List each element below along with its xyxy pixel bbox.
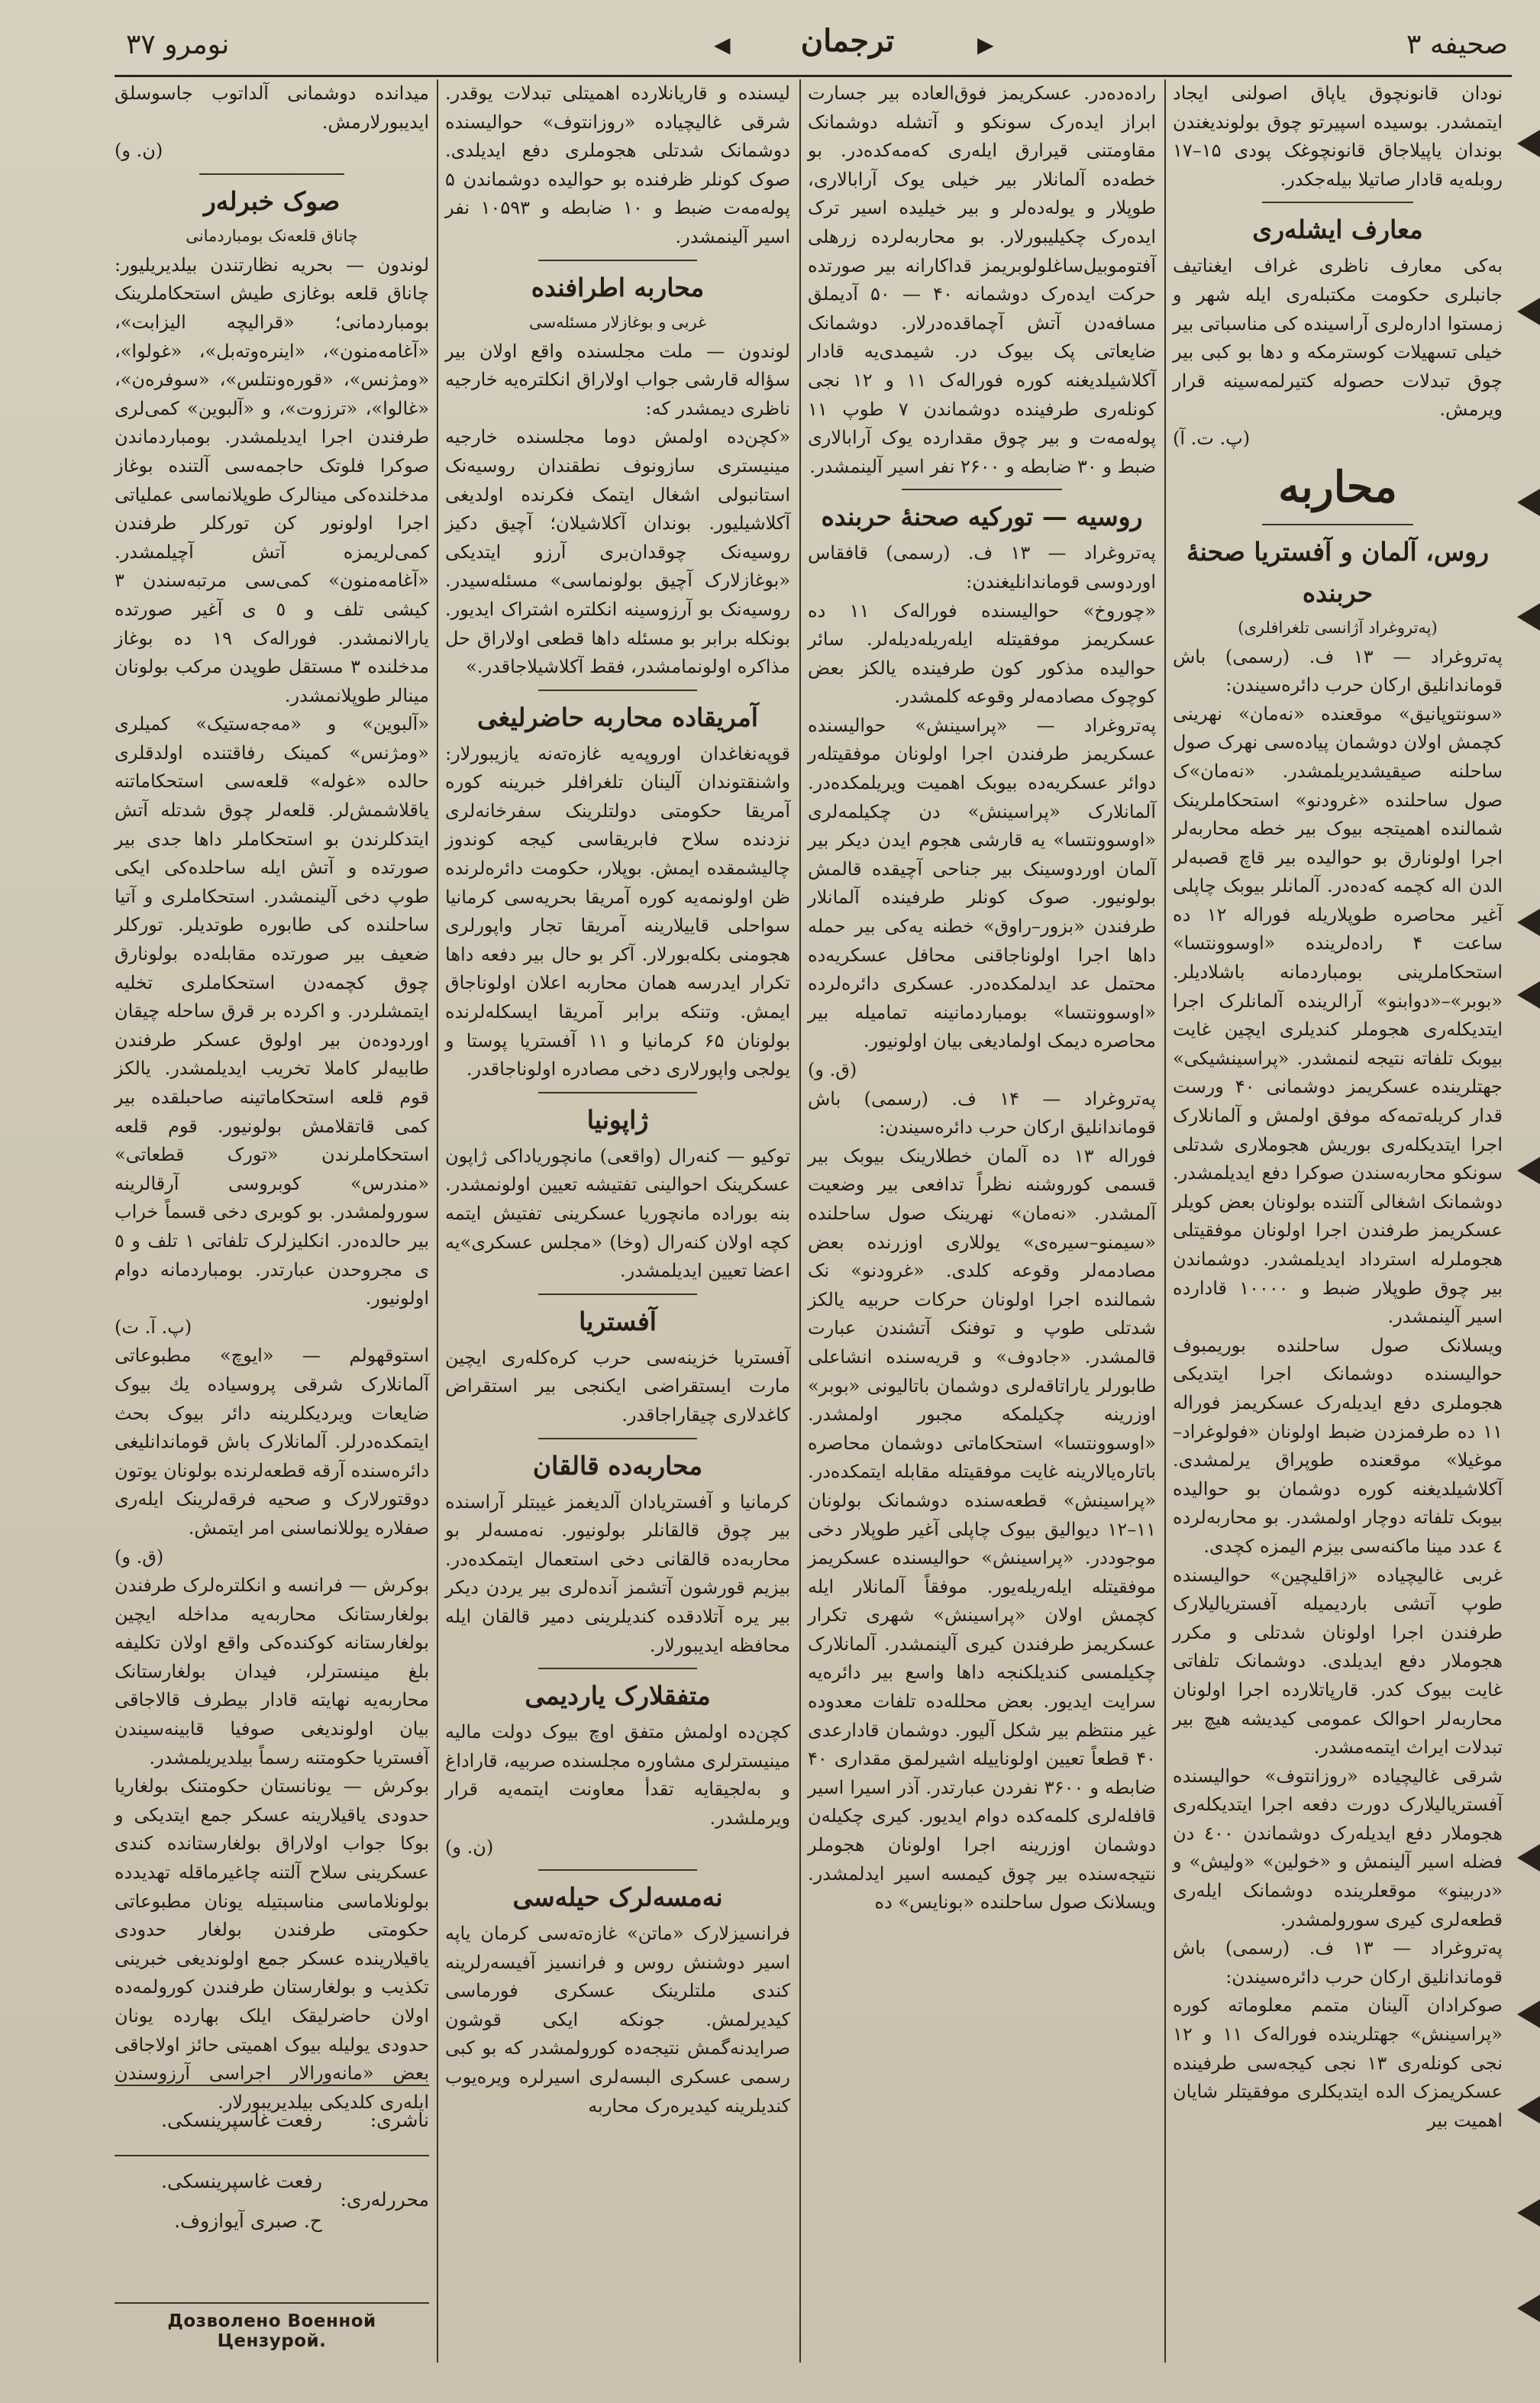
source-signature: (ن. و) <box>115 140 163 162</box>
binder-tab-icon <box>1517 981 1540 1009</box>
paragraph: پەتروغراد — ۱۳ ف. (رسمی) قافقاس اوردوسی قوماندانلیغندن: <box>808 542 1156 593</box>
paragraph: شرقی غالیچیاده «روزانتوف» حوالیسنده آفستریالیلارک دورت دفعه اجرا ایتدیکلەری هجوملار دفع ایدیلەرک دوشماندن ٤٠٠ دن فضله اسیر آلینمش و «خولین» «ولیش» و «دربینو» موقعلرینده دوشمانک ایلەری قطعەلری کیری سورولمشدر. <box>1173 1765 1503 1930</box>
article-subheadline: (پەتروغراد آژانسی تلغرافلری) <box>1238 618 1438 637</box>
paragraph: لیسنده و قاریانلارده اهمیتلی تبدلات یوقدر. شرقی غالیچیاده «روزانتوف» حوالیسنده دوشمانک شدتلی هجوملری دفع ایدیلدی. صوک کونلر ظرفنده بو حوالیده دوشماندن ۵ پولەمەت ضبط و ۱۰ ضابطه و ۱۰۵۹۳ نفر اسیر آلینمشدر. <box>445 82 790 247</box>
binder-tab-icon <box>1517 2096 1540 2124</box>
paragraph: «سونتوپانیق» موقعنده «نەمان» نهرینی کچمش اولان دوشمان پیاده‌سی نهرک صول ساحلنه صیقیشدیریلمشدر. «نەمان»ک صول ساحلنده «غرودنو» استحکاملرینک شمالنده اهمیتجه بیوک بیر خطه محاربه‌لر اجرا اولونارق بو حوالیده بیر قاچ قصبه‌لر الدن اله کچمه کەدەدر. آلمانلر بیوبک چاپلی آغیر محاصره طوپلاریله فوراله ۱۲ ده ساعت ۴ رادەلرینده «اوسوونتسا» استحکاملرینی بومباردمانه باشلادیلر. «بوبر»–«دوابنو» آرالرینده آلمانلرک اجرا ایتدیکلەری هجوملر کندیلری ایچین غایت بیوبک تلفاته نتیجه لنمشدر. «پراسینشیکی» جهتلرینده عسکریمز دوشمانی ۴۰ ورست قدار کریلەتمه‌که موفق اولمش و آلمانلارک اجرا ایتدیکلەری بوریش هجوملاری شدتلی سونکو محاربه‌سندن صوکرا دفع ایدیلمشدر. دوشمانک اشغالی آلتنده بولونان بعض کویلر عسکریمز طرفندن اجرا اولونان موفقیتلی هجوملرله استرداد ایدیلمشدر. دوشماندن بیر چوق طوپلار ضبط و ۱۰۰۰۰ قادارده اسیر آلینمشدر. <box>1173 702 1503 1328</box>
publisher-row <box>115 2101 429 2141</box>
arrow-right-icon: ▶ <box>977 32 994 57</box>
publisher-name: رفعت غاسپرینسکی. <box>161 2109 322 2131</box>
editor-1-name: رفعت غاسپرینسکی. <box>161 2170 322 2192</box>
source-signature: (ق. و) <box>115 1545 164 1568</box>
paragraph: آفستریا خزینه‌سی حرب کره‌کلەری ایچین مارت ایستقراضی ایکنجی بیر استقراض کاغدلاری چیقاراجاقدر. <box>445 1346 790 1426</box>
binder-tab-icon <box>1517 603 1540 631</box>
paragraph: لوندون — بحریه نظارتندن بیلدیریلیور: چاناق قلعه بوغازی طیش استحکاملرینک بومباردمانی؛ «قرالیچه الیزابت»، «آغامەمنون»، «اینرەوتەبل»، «غولوا»، «ومژنس»، «قوره‌ونتلس»، «سوفرەن»، «غالوا»، «ترزوت»، و «آلبوین» کمی‌لری طرفندن اجرا ایدیلمشدر. بومباردماندن صوکرا فلوتک حاجمه‌سی آلتنده بوغاز مدخلنده‌کی مینالرک طوپلانماسی عملیاتی اجرا اولونور کن تورکلر طرفندن کمی‌لریمزه آتش آچیلمشدر. «آغامەمنون» کمی‌سی مرتبه‌سندن ۳ کیشی تلف و ٥ ی آغیر صورتده یارالانمشدر. فوراله‌ک ۱۹ ده بوغاز مدخلنده ۳ مستقل طوپدن مرکب بولونان مینالر طوپلانمشدر. <box>115 254 430 706</box>
editor-row-2 <box>115 2202 429 2242</box>
binder-tab-icon <box>1517 2295 1540 2322</box>
censor-approval: Дозволено Военной Цензурой. <box>115 2302 429 2351</box>
article-separator <box>902 489 1062 490</box>
binder-tab-icon <box>1517 298 1540 325</box>
paragraph: ویسلانک صول ساحلنده بوریمبوف حوالیسنده دوشمانک اجرا ایتدیکی هجوملری دفع ایدیلەرک عسکریمز فوراله ۱۱ ده طرفمزدن ضبط اولونان «فولوغراد–موغیلا» موقعنده طوپراق یرلمشدی. آکلاشیلدیغنه کوره دوشمان بو حوالیده بیوبک تلفاته دوچار اولمشدر. بو محاربه‌لرده ٤ عدد مینا ماکنەسی بیزم الیمزه کچدی. <box>1173 1334 1503 1557</box>
article-subheadline: چاناق قلعه‌نک بومباردمانی <box>186 226 358 245</box>
editor-2-name: ح. صبری آیوازوف. <box>174 2210 322 2232</box>
paragraph: غربی غالیچیاده «زاقلیچین» حوالیسنده طوپ آتشی باردیمیله آفستریالیلارک طرفندن اجرا اولونان شدتلی و مکرر هجوملار دفع ایدیلدی. دوشمانک تلفاتی غایت بیوک کدر. قارپاتلارده اجرا اولونان محاربه‌لر احوالک عمومی کیدیشه هیچ بیر تبدلات ایراث ایتمه‌مشدر. <box>1173 1564 1503 1759</box>
column-4 <box>115 79 430 2113</box>
paragraph: رادەدەدر. عسکریمز فوق‌العاده بیر جسارت ابراز ایدەرک سونکو و آتشله دوشمانک مقاومتنی قیرارق ایلەری کەمەکدەدر. بو خطه‌ده آلمانلار بیر خیلی یوک آرابالاری، طوپلار و یوله‌ده‌لر و بیر خیلیده اسیر ترک ایده‌رک چکیلیبورلار. بو محاربه‌لرده زرهلی آفتوموبیل‌ساغلولوبریمز قداکارانه بیر صورتده حرکت ایده‌رک دوشمانه ۴۰ — ۵۰ آدیملق مسافەدن آتش آچماقدەدرلار. دوشمانک ضایعاتی پک بیوک در. شیمدی‌یه قادار آکلاشیلدیغنه کوره فوراله‌ک ۱۱ و ۱۲ نجی کونلەری طرفینده دوشماندن ۷ طوپ ۱۱ پولەمەت و بیر چوق مقدارده یوک آرابالاری ضبط و ۳۰ ضابطه و ۲۶۰۰ نفر اسیر آلینمشدر. <box>808 82 1157 477</box>
paragraph: «چوروخ» حوالیسنده فوراله‌ک ۱۱ ده عسکریمز موفقیتله ایلەریله‌دیله‌لر. سائر حوالیده مذکور کون طرفینده یالکز بعض کوچوک مصادمه‌لر وقوعه کلمشدر. <box>808 599 1157 708</box>
article-headline: متفقلارک یاردیمی <box>525 1681 711 1711</box>
issue-number: نومرو ۳۷ <box>126 29 230 60</box>
binder-tab-icon <box>1517 1157 1540 1184</box>
article-separator <box>1262 524 1414 525</box>
paragraph: کرمانیا و آفستریادان آلدیغمز غیبتلر آراسنده بیر چوق قالقانلر بولونیور. نه‌مسه‌لر بو محاربه‌ده قالقانی دخی استعمال ایتمکده‌در. بیزیم قورشون آتشمز آنده‌لری بیر یردن دیکر بیر یره آتلادقده کندیلرینی دمیر قالقان ایله محافظه ایدیبورلار. <box>445 1491 790 1656</box>
paragraph: لوندون — ملت مجلسنده واقع اولان بیر سؤاله قارشی جواب اولاراق انکلتره‌یه خارجیه ناظری دیمشدر که: <box>445 340 790 419</box>
column-1 <box>1173 79 1503 2355</box>
column-rule <box>1164 79 1166 2363</box>
paragraph: «کچن‌ده اولمش دوما مجلسنده خارجیه مینیستری سازونوف نطقندان روسیه‌نک استانبولی اشغال ایتمک فکرنده اولدیغی آکلاشیلیور. بوندان آکلاشیلان؛ آچیق دکیز روسیه‌نک چوقدان‌بری آرزو ایتدیکی «بوغازلارک آچیق بولونماسی» مسئله‌سیدر. روسیه‌نک بو آرزوسینه انکلتره اشتراک ایدیور. بونکله برابر بو مسئله داها قطعی اولاراق حل مذاکره اولونمامشدر، فقط آکلاشیلاجاقدر.» <box>445 426 790 678</box>
article-separator <box>538 1869 697 1871</box>
article-headline: محاربه‌ده قالقان <box>532 1450 703 1481</box>
column-rule <box>437 79 438 2363</box>
article-headline: صوک خبرلەر <box>203 186 341 216</box>
article-headline: ژاپونیا <box>586 1104 649 1135</box>
masthead <box>111 23 1508 73</box>
paragraph: نودان قانونچوق یاپاق اصولنی ایجاد ایتمشدر. بوسیده اسپیرتو چوق بولوندیغندن بوندان یاپیلاجاق قانونچوغک پودی ۱۵–۱۷ روبله‌یه قادار صاتیلا بیله‌جکدر. <box>1173 82 1503 190</box>
publisher-label: ناشری: <box>370 2109 429 2131</box>
source-signature: (پ. آ. ت) <box>115 1316 192 1338</box>
article-headline: آفستریا <box>579 1306 657 1336</box>
article-separator <box>199 173 344 175</box>
column-rule <box>799 79 801 2363</box>
editors-divider <box>115 2155 429 2156</box>
page-number: صحیفه ۳ <box>1406 29 1508 60</box>
source-signature: (پ. ت. آ) <box>1173 427 1251 449</box>
binder-tab-icon <box>1517 2199 1540 2227</box>
paragraph: «آلبوین» و «مەجەستیک» کمیلری «ومژنس» کمینک رفاقتنده اولدقلری حالده «غوله» قلعه‌سی استحکاماتنه یاقلاشمش‌لر. قلعه‌لر چوق شدتله آتش ایتدکلرندن بو استحکاملر داها جدی بیر صورتده و آتش ایله ساحلده‌کی ایکی طوپ دخی آلینمشدر. استحکاملری و آتیا ساحلنده کی طابوره طوتدیلر. تورکلر ضعیف بیر صورتده مقابله‌ده بولونارق چوق کچمه‌دن استحکاملری تخلیه ایتمشلردر. و اکرده بر قرق ساحله چیقان اوردوده‌ن بیر اولوق عسکر طرفندن طابیه‌لر کاملا تخریب ایدیلمشدر. یالکز قوم قلعه استحکاماتینه صاحبلقده بیر کمی قاتقلامش بولونیور. قوم قلعه استحکاملرندن «تورک قطعاتی» «مندرس» کوبروسی آرقالرینه سورولمشدر. بو کوبری دخی قسماً خراب بیر حالده‌در. انکلیزلرک تلفاتی ۱ تلف و ٥ ی مجروحدن عبارتدر. بومباردمانه دوام اولونیور. <box>115 713 429 1310</box>
editors-box <box>115 2085 429 2277</box>
section-heading: محاربه <box>1278 461 1397 512</box>
column-2 <box>808 79 1156 2355</box>
article-headline: نەمسه‌لرک حیله‌سی <box>512 1882 723 1913</box>
binder-tab-icon <box>1517 2001 1540 2028</box>
newspaper-title: ترجمان <box>800 23 895 59</box>
article-separator <box>538 690 697 691</box>
article-separator <box>538 1438 697 1439</box>
article-headline: روس، آلمان و آفستریا صحنهٔ حربنده <box>1186 536 1490 608</box>
paragraph: کچن‌ده اولمش متفق اوچ بیوک دولت مالیه مینیسترلری مشاوره مجلسنده صربیه، قاراداغ و بەلجیقایه تقدأ معاونت ایتمه‌یه قرار ویرملشدر. <box>445 1721 790 1829</box>
paragraph: پەتروغراد — ۱۳ ف. (رسمی) باش قوماندانلیق ارکان حرب دائره‌سیندن: <box>1173 1937 1503 1988</box>
paragraph: بوکرش — فرانسه و انکلتره‌لرک طرفندن بولغارستانک محاربه‌یه مداخله ایچین بولغارستانه کوکنده‌کی واقع اولان تکلیفه بلغ مینستر‌لر، فیدان بولغارستانک محاربه‌یه نهایته قادار بیطرف قالاجاقی بیان اولوندیغی صوفیا قابینه‌سیندن آفستریا حکومتنه رسماً بیلدیریلمشدر. <box>115 1575 429 1768</box>
paragraph: پەتروغراد — ۱۳ ف. (رسمی) باش قوماندانلیق ارکان حرب دائره‌سیندن: <box>1173 645 1503 696</box>
paragraph: بەکی معارف ناظری غراف ایغناتیف جانبلری حکومت مکتبلەری ایله شهر و زمستوا ادارەلری آراسینده کی مناسباتی بیر خیلی تسهیلات کوسترمکه و دها بو کبی بیر چوق تبدلات حصوله کتیرلمه‌سینه قرار ویرمش. <box>1173 255 1503 421</box>
binder-tab-icon <box>1517 130 1540 157</box>
article-separator <box>538 1294 697 1295</box>
paragraph: استوقهولم — «ایوچ» مطبوعاتی آلمانلارک شرقی پروسیاده یك بیوک ضایعات ویر‌دیکلرینه دائر بیوک بحث ایتمکده‌درلر. آلمانلارک باش قوماندانلیغی دائرەسنده آرقه قطعەلرنده بولونان یوتون دوقتورلارک و صحیه فرقه‌لرینک ایلەری صفلاره یوللانماسنی امر ایتمش. <box>115 1345 429 1539</box>
binder-tab-icon <box>1517 1844 1540 1872</box>
paragraph: توکیو — کنەرال (واقعی) مانچوریاداکی ژاپون عسکرینک احوالینی تفتیشه تعیین اولونمشدر. بنه بوراده مانچوریا عسکرینی تفتیش ایتمه کچه اولان کنەرال (وخا) «مجلس عسکری»یه اعضا تعیین ایدیلمشدر. <box>445 1145 790 1282</box>
paragraph: بوکرش — یونانستان حکومتنک بولغاریا حدودی یاقیلارینه عسکر جمع ایتدیکی و بوکا جواب اولاراق بولغارستانده کندی عسکرینی سلاح آلتنه چاغیرماقله تهدید‌دە بولونلاماسی مناسبتیله یونان مطبوعاتی حکومتی طرفندن بولغار حدودی یاقیلارینده عسکر جمع اولوندیغی خبرینی تکذیب و بولغارستان طرفندن کورولمه‌ده اولان حاضرلیقک ایلک بهارده یونان حدودی یولیله بیوک اهمیتی حائز اولاجاقی بعض «مانەورالار اجراسی آرزوسندن ایلەری کلدیکی بیلدیریبورلار. <box>115 1775 429 2113</box>
paragraph: پەتروغراد — «پراسینش» حوالیسنده عسکریمز طرفندن اجرا اولونان موفقیتلەر دوائر عسکریه‌ده بیوبک اهمیت ویریلمکده‌در. آلمانلارک «پراسینش» دن چکیلمه‌لری «اوسوونتسا» یه قارشی هجوم ایدن دیکر بیر آلمان اوردوسینک بیر جناحی آچیقده قالمش بولونیور. صوک کونلر طرفینده آلمانلار طرفندن «بزور–راوق» خطنه یه‌کی بیر حمله داها اجرا اولوناجاقنی محافل عسکریه‌ده محتمل عد ایدلمکده‌در. عسکری دائره‌لرده «اوسوونتسا» بومباردمانینه تمامیله بیر محاصره دیمک اولمادیغی بیان اولونیور. <box>808 714 1156 1052</box>
binder-tab-icon <box>1517 909 1540 936</box>
paragraph: صوکرادان آلینان متمم معلوماته کوره «پراسینش» جهتلرینده فوراله‌ک ۱۱ و ۱۲ نجی کونلەری ۱۳ نجی کیجه‌سی طرفینده عسکریمزک الده ایتدیکلری موفقیتلر شایان اهمیت بیر <box>1173 1994 1503 2131</box>
editor-row-1 <box>115 2162 429 2211</box>
article-separator <box>538 1092 697 1093</box>
article-separator <box>538 260 697 261</box>
arrow-left-icon: ◀ <box>714 32 731 57</box>
article-headline: روسیه — تورکیه صحنهٔ حربنده <box>821 502 1143 532</box>
paragraph: پەتروغراد — ۱۴ ف. (رسمی) باش قوماندانلیق ارکان حرب دائره‌سیندن: <box>808 1087 1156 1139</box>
paragraph: میدانده دوشمانی آلداتوب جاسوسلق ایدیبورلارمش. <box>115 82 429 133</box>
paragraph: فوراله ۱۳ ده آلمان خطلارینک بیوبک بیر قسمی کوروشنه نظراً تدافعی بیر وضعیت آلمشدر. «نەمان» نهرینک صول ساحلنده «سیمنو–سیرەی» یوللاری اوزرنده بعض مصادمه‌لر وقوعه کلدی. «غرودنو» نک شمالنده اجرا اولونان حرکات حربیه یالکز شدتلی طوپ و توفنک آتشندن عبارت قالمشدر. «جادوف» و قریه‌سنده انشاعلی طابورلر یاراتاقه‌لری دوشمان باتالیونی «بوبر» اوزرینه چکیلمکە مجبور اولمشدر. «اوسوونتسا» استحکاماتی دوشمان محاصره باتارەیالارینه غایت موفقیتله مقابله ایتمکدەدر. «پراسینش» قطعه‌سنده دوشمانک بولونان ۱۱–۱۲ دیوالیق بیوک چاپلی آغیر طوپلار دخی موجوددر. «پراسینش» حوالیسنده عسکریمز موفقیتله ایلەریلەیور. موفقاً آلمانلار ایله کچمش اولان «پراسینش» شهری تکرار عسکریمز طرفندن کیری آلینمشدر. آلمانلارک چکیلمسی کندیلکنجه داها واسع بیر دائرەیه سرایت ایدیور. بعض محلله‌ده تلفات معدوده غیر منتظم بیر شکل آلیور. دوشمان قادارعدی ۴۰ قطعاً تعیین اولوناییله اشیرلمق مقداری ۴۰ ضابطه و ۳۶۰۰ نفردن عبارتدر. آذر اسیرا اسیر قافلەلری کلمه‌کده دوام ایدیور. کیری چکیلەن دوشمان اوزرینه اجرا اولونان هجوملر نتیجه‌سنده بیر چوق کیمسه اسیر ایدلمشدر. ویسلانک صول ساحلنده «بونایس» ده <box>808 1145 1156 1914</box>
article-subheadline: غربی و بوغازلار مسئله‌سی <box>528 312 707 331</box>
source-signature: (ق. و) <box>808 1059 857 1080</box>
source-signature: (ن. و) <box>445 1836 494 1858</box>
paragraph: فرانسیزلارک «ماتن» غازەته‌سی کرمان یاپه اسیر دوشنش روس و فرانسیز آفیسەرلرینه کندی ملتلرینک عسکری فورماسی کیدیرلمش. جونکه ایکی قوشون صرایدنه‌گمش نتیجه‌ده کورولمشدر که بو کبی رسمی عسکری البسه‌لری اسیرلره ویره‌یوب کندیلرینه کیدیرەرک محاربه <box>445 1923 790 2117</box>
article-headline: آمریقاده محاربه حاضرلیغی <box>477 702 758 732</box>
article-separator <box>1262 202 1414 203</box>
editors-label: محررلەری: <box>340 2188 429 2211</box>
article-separator <box>538 1668 697 1669</box>
paragraph: قوپه‌نغاغدان اوروپه‌یه غازه‌ته‌نه یازیبورلار: واشنقتوندان آلینان تلغرافلر خبرینه کوره آمریقا حکومتی دولتلرینک سفرخانه‌لری نزدنده سلاح فابریقاسی کیجه کوندوز چالیشمقده ایمش. بوپلار، حکومت دائره‌لرنده ظن اولونمه‌یه کوره آمریقا بحریه‌سی کرمانیا سواحلی قاییلارینه آمریقا تجار واپورلری هجومنی بکلەبورلار. آکر بو حال بیر دفعه داها تکرار ایدرسه همان محاربه اعلان اولوناجاق ایمش. وتنکه برابر آمریقا ایسکله‌لرنده بولونان ۶۵ کرمانیا و ۱۱ آفستریا پوستا و یولجی واپورلاری دخی مصادره اولوناجاقدر. <box>445 742 791 1080</box>
article-headline: محاربه اطرافنده <box>531 272 705 302</box>
binder-tab-icon <box>1517 489 1540 516</box>
column-3 <box>445 79 790 2355</box>
header-rule <box>115 75 1512 77</box>
article-headline: معارف ایشلەری <box>1252 215 1423 245</box>
